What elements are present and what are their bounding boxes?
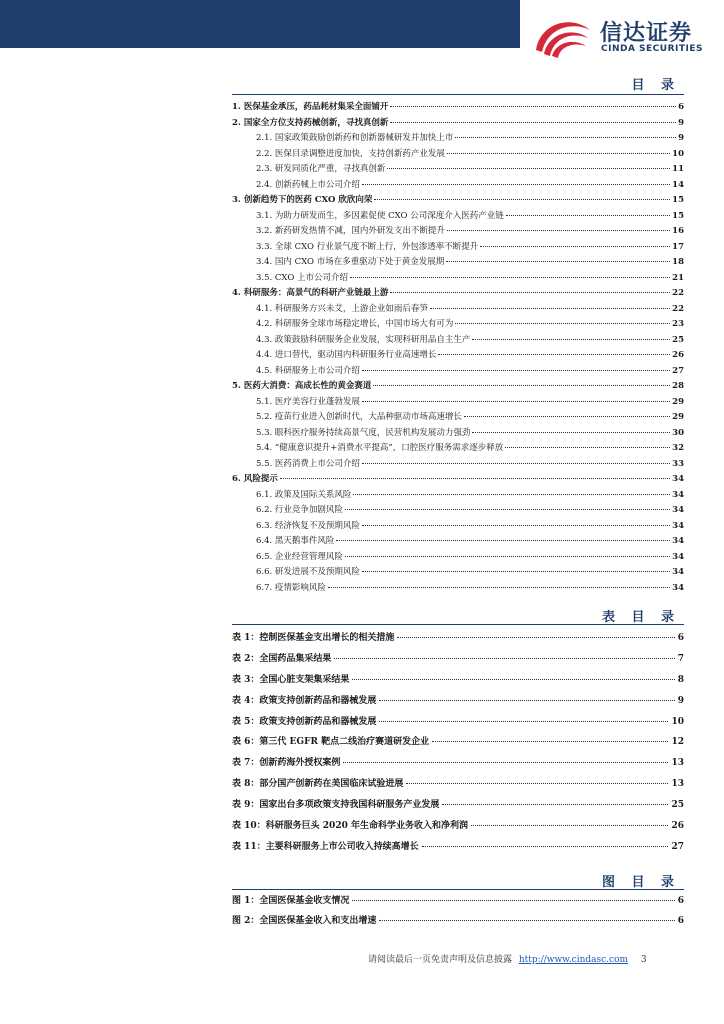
entry-title: 5.4. “健康意识提升+消费水平提高”，口腔医疗服务需求逐步释放 bbox=[256, 443, 504, 453]
toc-entry[interactable] bbox=[232, 147, 684, 163]
dot-leader bbox=[345, 556, 670, 557]
toc-entry[interactable] bbox=[232, 534, 684, 550]
entry-page-number: 26 bbox=[671, 821, 684, 832]
entry-page-number: 12 bbox=[671, 737, 684, 748]
dot-leader bbox=[353, 494, 670, 495]
entry-title: 表 8：部分国产创新药在美国临床试验进展 bbox=[232, 779, 404, 790]
entry-page-number: 33 bbox=[672, 458, 684, 469]
entry-page-number: 9 bbox=[678, 133, 684, 143]
entry-page-number: 27 bbox=[672, 365, 684, 376]
list-entry[interactable] bbox=[232, 630, 684, 651]
dot-leader bbox=[446, 261, 670, 262]
entry-page-number: 10 bbox=[671, 716, 684, 727]
entry-page-number: 6 bbox=[677, 896, 684, 906]
entry-title: 2.2. 医保目录调整进度加快，支持创新药产业发展 bbox=[256, 148, 445, 159]
entry-page-number: 34 bbox=[672, 536, 684, 546]
entry-title: 图 1：全国医保基金收支情况 bbox=[232, 896, 350, 906]
dot-leader bbox=[447, 153, 670, 154]
entry-page-number: 23 bbox=[672, 319, 684, 329]
toc-entry[interactable] bbox=[232, 302, 684, 318]
toc-entry[interactable] bbox=[232, 395, 684, 411]
list-entry[interactable] bbox=[232, 839, 684, 860]
entry-page-number: 13 bbox=[671, 779, 684, 790]
entry-title: 5.3. 眼科医疗服务持续高景气度，民营机构发展动力强劲 bbox=[256, 427, 471, 438]
toc-entry[interactable] bbox=[232, 100, 684, 116]
list-entry[interactable] bbox=[232, 693, 684, 714]
footer-disclaimer: 请阅读最后一页免责声明及信息披露 bbox=[368, 955, 513, 965]
entry-page-number: 6 bbox=[677, 633, 684, 643]
dot-leader bbox=[390, 292, 670, 293]
entry-page-number: 34 bbox=[672, 520, 684, 531]
dot-leader bbox=[334, 658, 674, 659]
entry-title: 6. 风险提示 bbox=[232, 474, 278, 484]
entry-title: 1. 医保基金承压，药品耗材集采全面铺开 bbox=[232, 102, 389, 112]
list-of-tables bbox=[232, 630, 684, 860]
page-number: 3 bbox=[640, 955, 647, 965]
dot-leader bbox=[362, 370, 670, 371]
dot-leader bbox=[336, 540, 670, 541]
cinda-logo-mark-icon bbox=[530, 10, 594, 58]
entry-title: 4.1. 科研服务方兴未艾，上游企业如雨后春笋 bbox=[256, 303, 428, 314]
toc-entry[interactable] bbox=[232, 550, 684, 566]
entry-page-number: 34 bbox=[672, 505, 684, 515]
tables-rule bbox=[232, 624, 684, 625]
entry-title: 表 1：控制医保基金支出增长的相关措施 bbox=[232, 633, 395, 643]
entry-title: 4.2. 科研服务全球市场稳定增长，中国市场大有可为 bbox=[256, 319, 454, 329]
toc-entry[interactable] bbox=[232, 426, 684, 442]
entry-page-number: 11 bbox=[672, 164, 684, 174]
dot-leader bbox=[343, 762, 668, 763]
list-entry[interactable] bbox=[232, 818, 684, 839]
entry-page-number: 34 bbox=[672, 567, 684, 577]
entry-page-number: 13 bbox=[671, 758, 684, 769]
entry-title: 6.5. 企业经营管理风险 bbox=[256, 551, 343, 562]
dot-leader bbox=[379, 700, 674, 701]
entry-title: 3.5. CXO 上市公司介绍 bbox=[256, 272, 348, 283]
toc-entry[interactable] bbox=[232, 240, 684, 256]
entry-title: 表 7：创新药海外授权案例 bbox=[232, 758, 341, 769]
toc-entry[interactable] bbox=[232, 441, 684, 457]
toc-entry[interactable] bbox=[232, 209, 684, 225]
entry-page-number: 29 bbox=[672, 412, 684, 422]
dot-leader bbox=[505, 447, 670, 448]
entry-title: 表 2：全国药品集采结果 bbox=[232, 653, 332, 664]
entry-page-number: 27 bbox=[671, 841, 684, 852]
entry-page-number: 34 bbox=[672, 474, 684, 484]
entry-page-number: 10 bbox=[672, 148, 684, 159]
entry-title: 6.1. 政策及国际关系风险 bbox=[256, 489, 352, 500]
entry-page-number: 16 bbox=[672, 226, 684, 236]
toc-entry[interactable] bbox=[232, 457, 684, 473]
list-of-figures bbox=[232, 893, 684, 933]
dot-leader bbox=[390, 106, 676, 107]
entry-page-number: 14 bbox=[672, 179, 684, 190]
toc-entry[interactable] bbox=[232, 224, 684, 240]
entry-page-number: 28 bbox=[672, 381, 684, 391]
dot-leader bbox=[373, 385, 670, 386]
entry-title: 表 5：政策支持创新药品和器械发展 bbox=[232, 716, 377, 727]
dot-leader bbox=[390, 122, 676, 123]
toc-title: 目 录 bbox=[631, 78, 680, 93]
figures-rule bbox=[232, 889, 684, 890]
entry-page-number: 15 bbox=[672, 210, 684, 221]
entry-title: 3. 创新趋势下的医药 CXO 欣欣向荣 bbox=[232, 195, 373, 205]
toc-entry[interactable] bbox=[232, 472, 684, 488]
entry-page-number: 9 bbox=[677, 695, 684, 706]
dot-leader bbox=[362, 401, 670, 402]
entry-title: 2.3. 研发同质化严重，寻找真创新 bbox=[256, 164, 386, 174]
entry-title: 4.5. 科研服务上市公司介绍 bbox=[256, 365, 360, 376]
dot-leader bbox=[471, 825, 668, 826]
entry-page-number: 17 bbox=[672, 241, 684, 252]
entry-page-number: 34 bbox=[672, 582, 684, 593]
list-entry[interactable] bbox=[232, 714, 684, 735]
dot-leader bbox=[352, 900, 674, 901]
entry-page-number: 34 bbox=[672, 551, 684, 562]
entry-page-number: 25 bbox=[672, 334, 684, 345]
dot-leader bbox=[352, 679, 674, 680]
entry-page-number: 26 bbox=[672, 350, 684, 360]
entry-page-number: 8 bbox=[677, 674, 684, 685]
entry-page-number: 9 bbox=[678, 117, 684, 128]
entry-page-number: 6 bbox=[678, 102, 684, 112]
entry-title: 5.1. 医疗美容行业蓬勃发展 bbox=[256, 396, 360, 407]
dot-leader bbox=[406, 783, 668, 784]
entry-title: 2. 国家全方位支持药械创新，寻找真创新 bbox=[232, 117, 389, 128]
entry-title: 4.4. 进口替代，驱动国内科研服务行业高速增长 bbox=[256, 350, 437, 360]
entry-page-number: 34 bbox=[672, 489, 684, 500]
dot-leader bbox=[397, 637, 674, 638]
dot-leader bbox=[447, 230, 670, 231]
entry-title: 表 3：全国心脏支架集采结果 bbox=[232, 674, 350, 685]
dot-leader bbox=[374, 199, 670, 200]
dot-leader bbox=[422, 846, 669, 847]
toc-entry[interactable] bbox=[232, 131, 684, 147]
list-entry[interactable] bbox=[232, 651, 684, 672]
toc-entry[interactable] bbox=[232, 162, 684, 178]
entry-title: 6.4. 黑天鹅事件风险 bbox=[256, 536, 335, 546]
toc-entry[interactable] bbox=[232, 333, 684, 349]
entry-page-number: 22 bbox=[672, 288, 684, 298]
entry-title: 4.3. 政策鼓励科研服务企业发展，实现科研用品自主生产 bbox=[256, 334, 471, 345]
entry-title: 5. 医药大消费：高成长性的黄金赛道 bbox=[232, 381, 372, 391]
entry-page-number: 32 bbox=[672, 443, 684, 453]
dot-leader bbox=[328, 587, 670, 588]
dot-leader bbox=[442, 804, 668, 805]
entry-title: 6.6. 研发进展不及预期风险 bbox=[256, 567, 360, 577]
entry-title: 3.3. 全球 CXO 行业景气度不断上行，外包渗透率不断提升 bbox=[256, 241, 479, 252]
list-entry[interactable] bbox=[232, 893, 684, 913]
footer-website-link[interactable]: http://www.cindasc.com bbox=[518, 955, 629, 965]
toc-entry[interactable] bbox=[232, 581, 684, 597]
dot-leader bbox=[387, 168, 670, 169]
dot-leader bbox=[379, 721, 668, 722]
entry-page-number: 6 bbox=[677, 916, 684, 926]
entry-page-number: 15 bbox=[672, 195, 684, 205]
entry-title: 4. 科研服务：高景气的科研产业链最上游 bbox=[232, 288, 389, 298]
toc-entry[interactable] bbox=[232, 317, 684, 333]
entry-title: 6.2. 行业竞争加剧风险 bbox=[256, 505, 343, 515]
toc-entry[interactable] bbox=[232, 116, 684, 132]
toc-entry[interactable] bbox=[232, 364, 684, 380]
entry-title: 3.1. 为助力研发而生，多因素促使 CXO 公司深度介入医药产业链 bbox=[256, 210, 504, 221]
dot-leader bbox=[350, 277, 670, 278]
entry-page-number: 7 bbox=[677, 653, 684, 664]
dot-leader bbox=[455, 137, 676, 138]
table-of-contents bbox=[232, 100, 684, 596]
list-entry[interactable] bbox=[232, 797, 684, 818]
entry-page-number: 18 bbox=[672, 257, 684, 267]
entry-page-number: 25 bbox=[671, 800, 684, 811]
list-entry[interactable] bbox=[232, 672, 684, 693]
dot-leader bbox=[455, 323, 670, 324]
dot-leader bbox=[379, 920, 674, 921]
toc-entry[interactable] bbox=[232, 193, 684, 209]
toc-entry[interactable] bbox=[232, 519, 684, 535]
toc-entry[interactable] bbox=[232, 178, 684, 194]
toc-rule bbox=[232, 94, 684, 95]
brand-logo bbox=[530, 10, 720, 60]
dot-leader bbox=[345, 509, 670, 510]
entry-title: 5.2. 疫苗行业进入创新时代，大品种驱动市场高速增长 bbox=[256, 412, 462, 422]
entry-title: 表 6：第三代 EGFR 靶点二线治疗赛道研发企业 bbox=[232, 737, 430, 748]
toc-entry[interactable] bbox=[232, 379, 684, 395]
list-entry[interactable] bbox=[232, 734, 684, 755]
dot-leader bbox=[464, 416, 670, 417]
entry-title: 2.4. 创新药械上市公司介绍 bbox=[256, 179, 360, 190]
toc-entry[interactable] bbox=[232, 255, 684, 271]
header-band bbox=[0, 0, 520, 48]
entry-page-number: 29 bbox=[672, 396, 684, 407]
dot-leader bbox=[480, 246, 670, 247]
entry-title: 6.7. 疫情影响风险 bbox=[256, 582, 326, 593]
toc-entry[interactable] bbox=[232, 565, 684, 581]
brand-name-en: CINDA SECURITIES bbox=[601, 44, 703, 54]
entry-page-number: 22 bbox=[672, 303, 684, 314]
toc-entry[interactable] bbox=[232, 503, 684, 519]
entry-title: 表 11：主要科研服务上市公司收入持续高增长 bbox=[232, 841, 419, 852]
toc-entry[interactable] bbox=[232, 286, 684, 302]
toc-entry[interactable] bbox=[232, 271, 684, 287]
toc-entry[interactable] bbox=[232, 348, 684, 364]
toc-entry[interactable] bbox=[232, 488, 684, 504]
page-footer bbox=[368, 952, 647, 965]
list-entry[interactable] bbox=[232, 776, 684, 797]
toc-entry[interactable] bbox=[232, 410, 684, 426]
dot-leader bbox=[472, 432, 670, 433]
entry-title: 3.4. 国内 CXO 市场在多重驱动下处于黄金发展期 bbox=[256, 257, 445, 267]
dot-leader bbox=[362, 525, 670, 526]
entry-title: 表 9：国家出台多项政策支持我国科研服务产业发展 bbox=[232, 800, 440, 811]
entry-page-number: 21 bbox=[672, 272, 684, 283]
dot-leader bbox=[432, 741, 668, 742]
list-entry[interactable] bbox=[232, 913, 684, 933]
dot-leader bbox=[362, 463, 670, 464]
dot-leader bbox=[362, 571, 670, 572]
entry-title: 5.5. 医药消费上市公司介绍 bbox=[256, 458, 360, 469]
figures-title: 图 目 录 bbox=[601, 875, 680, 890]
entry-title: 表 4：政策支持创新药品和器械发展 bbox=[232, 695, 377, 706]
entry-title: 2.1. 国家政策鼓励创新药和创新器械研发并加快上市 bbox=[256, 133, 454, 143]
dot-leader bbox=[362, 184, 670, 185]
dot-leader bbox=[506, 215, 670, 216]
list-entry[interactable] bbox=[232, 755, 684, 776]
brand-name-cn: 信达证券 bbox=[600, 21, 693, 46]
dot-leader bbox=[438, 354, 670, 355]
entry-title: 3.2. 新药研发热情不减，国内外研发支出不断提升 bbox=[256, 226, 445, 236]
tables-title: 表 目 录 bbox=[601, 610, 680, 625]
dot-leader bbox=[280, 478, 670, 479]
dot-leader bbox=[430, 308, 670, 309]
dot-leader bbox=[472, 339, 670, 340]
entry-title: 6.3. 经济恢复不及预期风险 bbox=[256, 520, 360, 531]
entry-title: 图 2：全国医保基金收入和支出增速 bbox=[232, 916, 377, 926]
entry-page-number: 30 bbox=[672, 427, 684, 438]
entry-title: 表 10：科研服务巨头 2020 年生命科学业务收入和净利润 bbox=[232, 821, 468, 832]
